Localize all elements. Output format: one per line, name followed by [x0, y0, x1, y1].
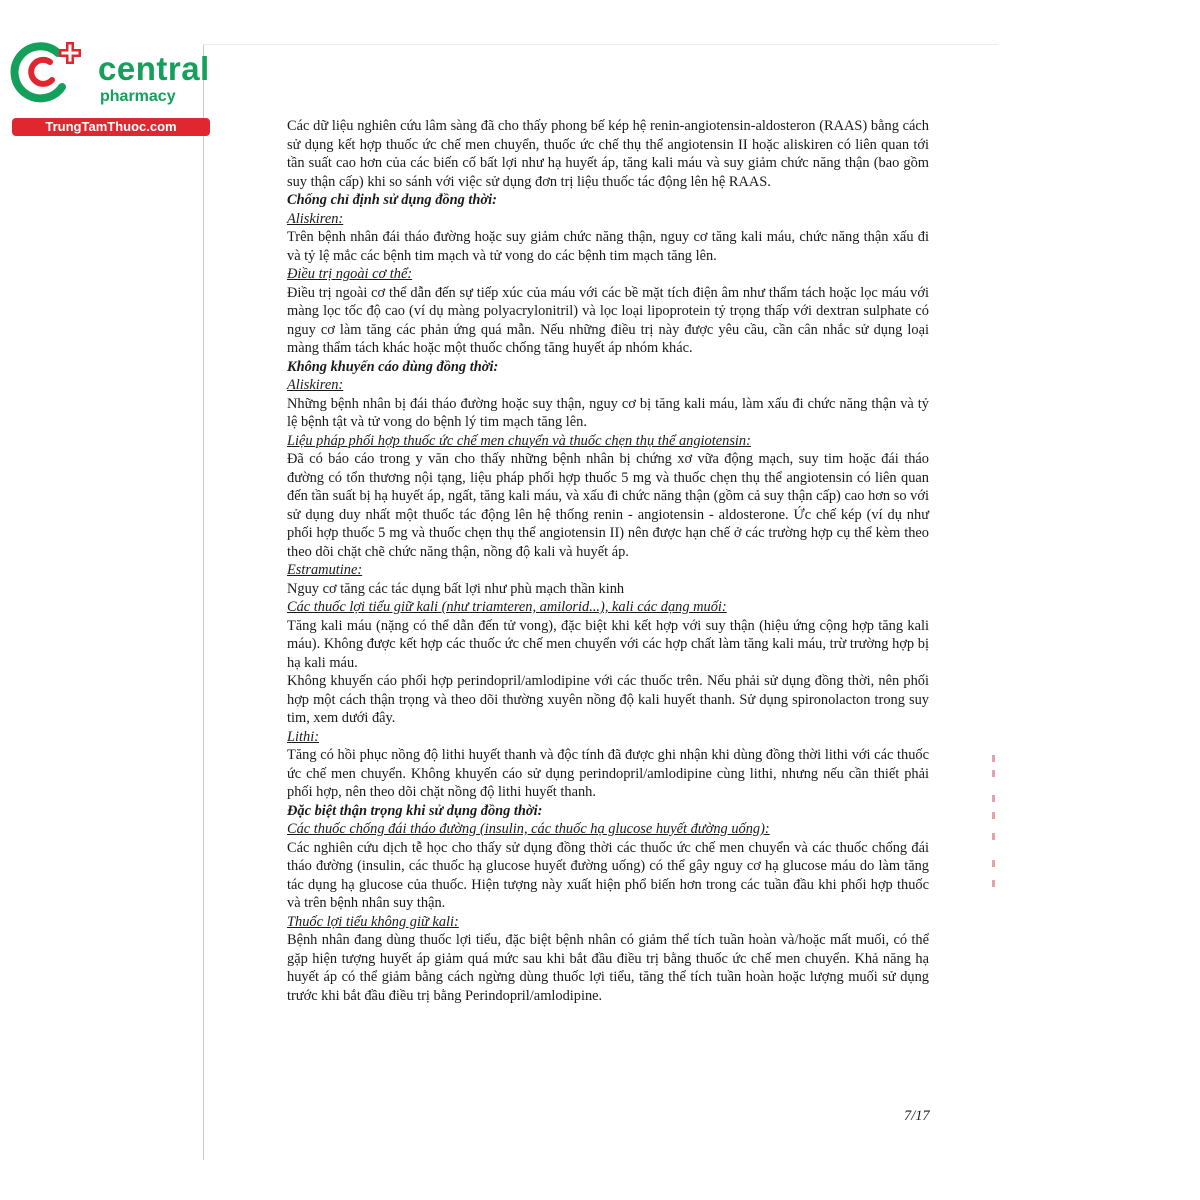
- intro-paragraph: Các dữ liệu nghiên cứu lâm sàng đã cho thấy phong bế kép hệ renin-angiotensin-aldosteron (RAAS) bằng cách sử dụng kết hợp thuốc ức chế men chuyển, thuốc ức chế thụ thể angiotensin II hoặc aliskiren có liên quan tới tần suất cao hơn của các biến cố bất lợi như hạ huyết áp, tăng kali máu và suy giảm chức năng thận (bao gồm suy thận cấp) khi so sánh với việc sử dụng đơn trị liệu thuốc tác động lên hệ RAAS.: [287, 118, 929, 190]
- paragraph-dual-blockade: Đã có báo cáo trong y văn cho thấy những bệnh nhân bị chứng xơ vữa động mạch, suy tim hoặc đái tháo đường có tổn thương nội tạng, liệu pháp phối hợp thuốc 5 mg và thuốc chẹn thụ thể angiotensin có liên quan đến tần suất bị hạ huyết áp, ngất, tăng kali máu, và xấu đi chức năng thận (gồm cả suy thận cấp) cao hơn so với sử dụng duy nhất một thuốc tác động lên hệ thống renin - angiotensin - aldosterone. Ức chế kép (ví dụ như phối hợp thuốc 5 mg và thuốc chẹn thụ thể angiotensin II) nên được hạn chế ở các trường hợp cụ thể kèm theo theo dõi chặt chẽ chức năng thận, nồng độ kali và huyết áp.: [287, 451, 929, 560]
- paragraph-non-sparing-diuretics: Bệnh nhân đang dùng thuốc lợi tiểu, đặc biệt bệnh nhân có giảm thể tích tuần hoàn và/hoặc mất muối, có thể gặp hiện tượng huyết áp giảm quá mức sau khi bắt đầu điều trị bằng thuốc ức chế men chuyển. Khả năng hạ huyết áp có thể giảm bằng cách ngừng dùng thuốc lợi tiểu, tăng thể tích tuần hoàn hoặc lượng muối sử dụng trước khi bắt đầu điều trị bằng Perindopril/amlodipine.: [287, 932, 929, 1004]
- margin-stamp-mark: [992, 755, 995, 762]
- subheading-estramutine: Estramutine:: [287, 562, 363, 578]
- margin-stamp-mark: [992, 812, 995, 819]
- section-heading-not-recommended: Không khuyến cáo dùng đồng thời:: [287, 358, 499, 375]
- pharmacy-cross-c-icon: [10, 40, 88, 104]
- subheading-lithium: Lithi:: [287, 728, 319, 745]
- paragraph-antidiabetics: Các nghiên cứu dịch tễ học cho thấy sử dụng đồng thời các thuốc ức chế men chuyển và các thuốc chống đái tháo đường (insulin, các thuốc hạ glucose huyết đường uống) có thể gây nguy cơ hạ glucose máu do làm tăng tác dụng hạ glucose của thuốc. Hiện tượng này xuất hiện phổ biến hơn trong các tuần đầu khi phối hợp thuốc và trên bệnh nhân suy thận.: [287, 839, 929, 911]
- paragraph-lithium: Tăng có hồi phục nồng độ lithi huyết thanh và độc tính đã được ghi nhận khi dùng đồng thời lithi với các thuốc ức chế men chuyển. Không khuyến cáo sử dụng perindopril/amlodipine cùng lithi, nhưng nếu cần thiết phải phối hợp, nên theo dõi chặt nồng độ lithi huyết thanh.: [287, 747, 929, 800]
- paragraph-potassium-sparing-b: Không khuyến cáo phối hợp perindopril/amlodipine với các thuốc trên. Nếu phải sử dụng đồng thời, nên phối hợp một cách thận trọng và theo dõi thường xuyên nồng độ kali huyết thanh. Sử dụng spironolacton trong suy tim, xem dưới đây.: [287, 673, 929, 726]
- central-pharmacy-logo[interactable]: [10, 40, 215, 136]
- subheading-aliskiren-1: Aliskiren:: [287, 210, 344, 227]
- logo-tagline: pharmacy: [100, 88, 176, 105]
- paragraph-estramutine: Nguy cơ tăng các tác dụng bất lợi như phù mạch thần kinh: [287, 580, 625, 597]
- logo-brand-text: central: [98, 50, 210, 87]
- paragraph-potassium-sparing-a: Tăng kali máu (nặng có thể dẫn đến tử vong), đặc biệt khi kết hợp với suy thận (hiệu ứng cộng hợp tăng kali máu). Không được kết hợp các thuốc ức chế men chuyển với các hợp chất làm tăng kali máu, trừ trường hợp bị hạ kali máu.: [287, 617, 929, 671]
- margin-stamp-mark: [992, 770, 995, 777]
- page-number: 7/17: [904, 1108, 930, 1124]
- document-body: [287, 117, 929, 1005]
- scan-edge-top: [203, 44, 998, 45]
- margin-stamp-mark: [992, 795, 995, 802]
- logo-site-banner: TrungTamThuoc.com: [12, 118, 210, 136]
- margin-stamp-mark: [992, 880, 995, 887]
- subheading-extracorporeal: Điều trị ngoài cơ thể:: [287, 266, 413, 282]
- paragraph-aliskiren-1: Trên bệnh nhân đái tháo đường hoặc suy giảm chức năng thận, nguy cơ tăng kali máu, chức năng thận xấu đi và tỷ lệ mắc các bệnh tim mạch và tử vong do các bệnh tim mạch tăng lên.: [287, 229, 929, 264]
- subheading-potassium-sparing: Các thuốc lợi tiểu giữ kali (như triamteren, amilorid...), kali các dạng muối:: [287, 599, 727, 615]
- paragraph-extracorporeal: Điều trị ngoài cơ thể dẫn đến sự tiếp xúc của máu với các bề mặt tích điện âm như thẩm tách hoặc lọc máu với màng lọc tốc độ cao (ví dụ màng polyacrylonitril) và lọc loại lipoprotein tỷ trọng thấp với dextran sulphate có nguy cơ làm tăng các phản ứng quá mẫn. Nếu những điều trị này được yêu cầu, cần cân nhắc sử dụng loại màng thẩm tách khác hoặc một thuốc chống tăng huyết áp nhóm khác.: [287, 284, 929, 356]
- section-heading-special-caution: Đặc biệt thận trọng khi sử dụng đồng thời:: [287, 802, 543, 819]
- margin-stamp-mark: [992, 860, 995, 867]
- subheading-non-sparing-diuretics: Thuốc lợi tiểu không giữ kali:: [287, 913, 459, 930]
- subheading-antidiabetics: Các thuốc chống đái tháo đường (insulin, các thuốc hạ glucose huyết đường uống):: [287, 821, 770, 837]
- paragraph-aliskiren-2: Những bệnh nhân bị đái tháo đường hoặc suy thận, nguy cơ bị tăng kali máu, làm xấu đi chức năng thận và tỷ lệ bệnh tật và tử vong do bệnh lý tim mạch tăng lên.: [287, 395, 929, 430]
- subheading-aliskiren-2: Aliskiren:: [287, 377, 344, 393]
- subheading-dual-blockade: Liệu pháp phối hợp thuốc ức chế men chuyển và thuốc chẹn thụ thể angiotensin:: [287, 432, 751, 449]
- scan-edge-left: [203, 45, 204, 1160]
- section-heading-contraindicated: Chống chỉ định sử dụng đồng thời:: [287, 192, 497, 208]
- margin-stamp-mark: [992, 833, 995, 840]
